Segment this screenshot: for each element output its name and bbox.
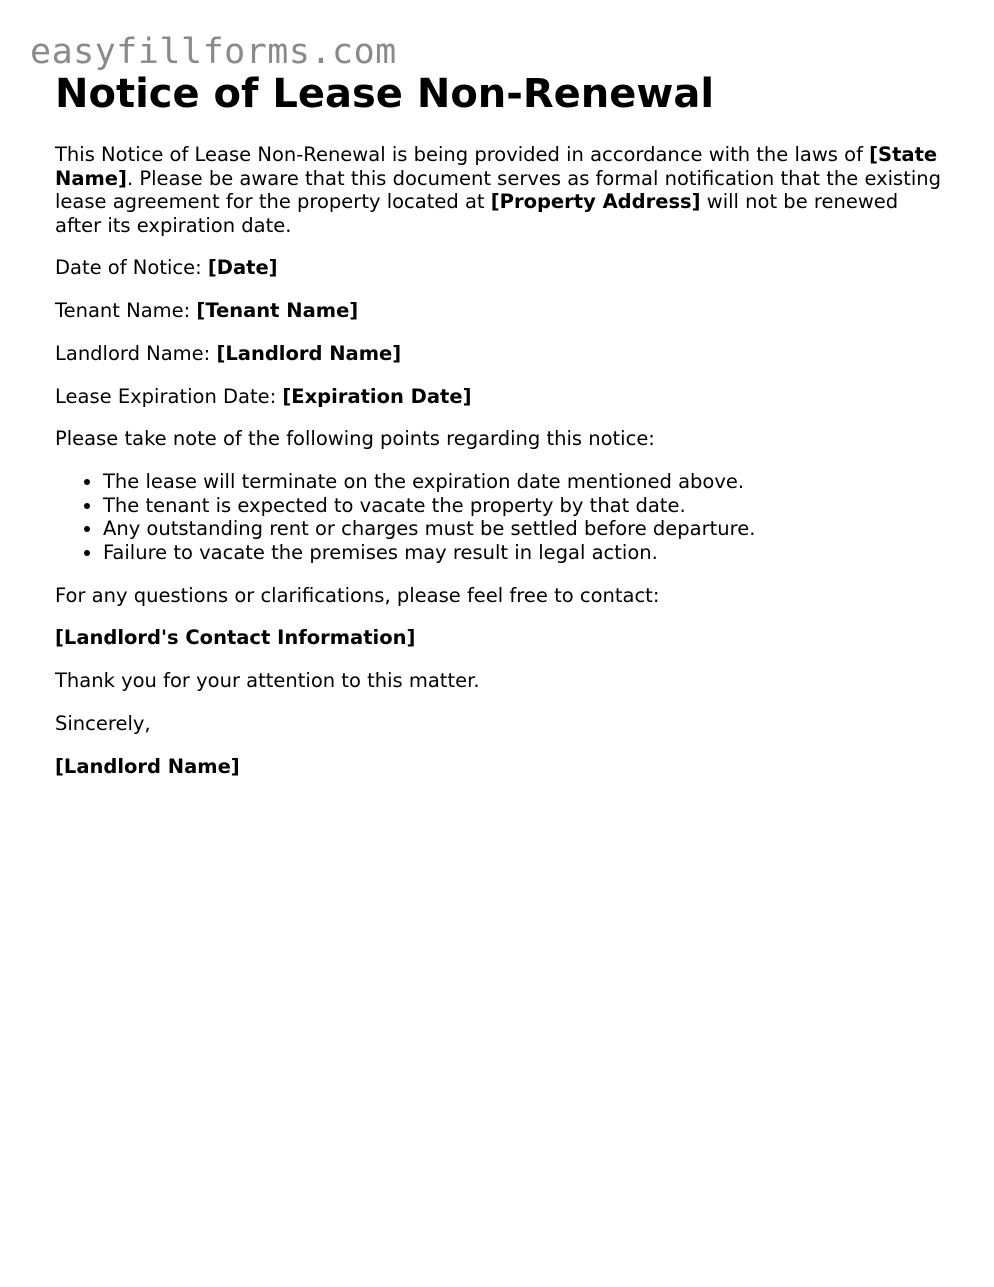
site-watermark: easyfillforms.com bbox=[30, 32, 397, 72]
intro-text-1: This Notice of Lease Non-Renewal is being provided in accordance with the laws of bbox=[55, 143, 870, 166]
date-label: Date of Notice: bbox=[55, 256, 208, 280]
intro-text-3: will not be renewed after its expiration date. bbox=[55, 190, 899, 237]
tenant-name-line bbox=[55, 299, 945, 323]
landlord-name-placeholder: [Landlord Name] bbox=[216, 341, 402, 365]
date-of-notice-line bbox=[55, 256, 945, 280]
landlord-label: Landlord Name: bbox=[55, 341, 217, 365]
contact-intro: For any questions or clarifications, please feel free to contact: bbox=[55, 583, 660, 607]
landlord-name-line bbox=[55, 342, 945, 366]
tenant-label: Tenant Name: bbox=[55, 299, 197, 323]
lease-expiration-line bbox=[55, 385, 945, 409]
list-item: • The tenant is expected to vacate the property by that date. bbox=[103, 494, 945, 518]
list-item: • Any outstanding rent or charges must be settled before departure. bbox=[103, 517, 945, 541]
expiration-label: Lease Expiration Date: bbox=[55, 384, 283, 408]
property-address-placeholder: [Property Address] bbox=[490, 190, 701, 213]
state-name-placeholder: [State Name] bbox=[55, 143, 938, 190]
intro-paragraph bbox=[55, 143, 945, 237]
signature-line bbox=[55, 755, 945, 779]
page-title: Notice of Lease Non-Renewal bbox=[55, 71, 715, 117]
contact-info-line bbox=[55, 626, 945, 650]
points-intro: Please take note of the following points regarding this notice: bbox=[55, 427, 655, 451]
notice-points-list bbox=[55, 470, 945, 564]
closing-line: Sincerely, bbox=[55, 711, 151, 735]
date-placeholder: [Date] bbox=[207, 256, 278, 280]
list-item: • The lease will terminate on the expiration date mentioned above. bbox=[103, 470, 945, 494]
signature-placeholder: [Landlord Name] bbox=[55, 754, 240, 778]
intro-text-2: . Please be aware that this document serves as formal notification that the existing lease agreement for the property located at bbox=[55, 166, 942, 213]
list-item: • Failure to vacate the premises may result in legal action. bbox=[103, 541, 945, 565]
tenant-name-placeholder: [Tenant Name] bbox=[196, 299, 359, 323]
expiration-date-placeholder: [Expiration Date] bbox=[282, 384, 472, 408]
contact-info-placeholder: [Landlord's Contact Information] bbox=[55, 626, 416, 650]
document-body bbox=[55, 143, 945, 798]
thanks-line: Thank you for your attention to this matter. bbox=[55, 669, 480, 693]
